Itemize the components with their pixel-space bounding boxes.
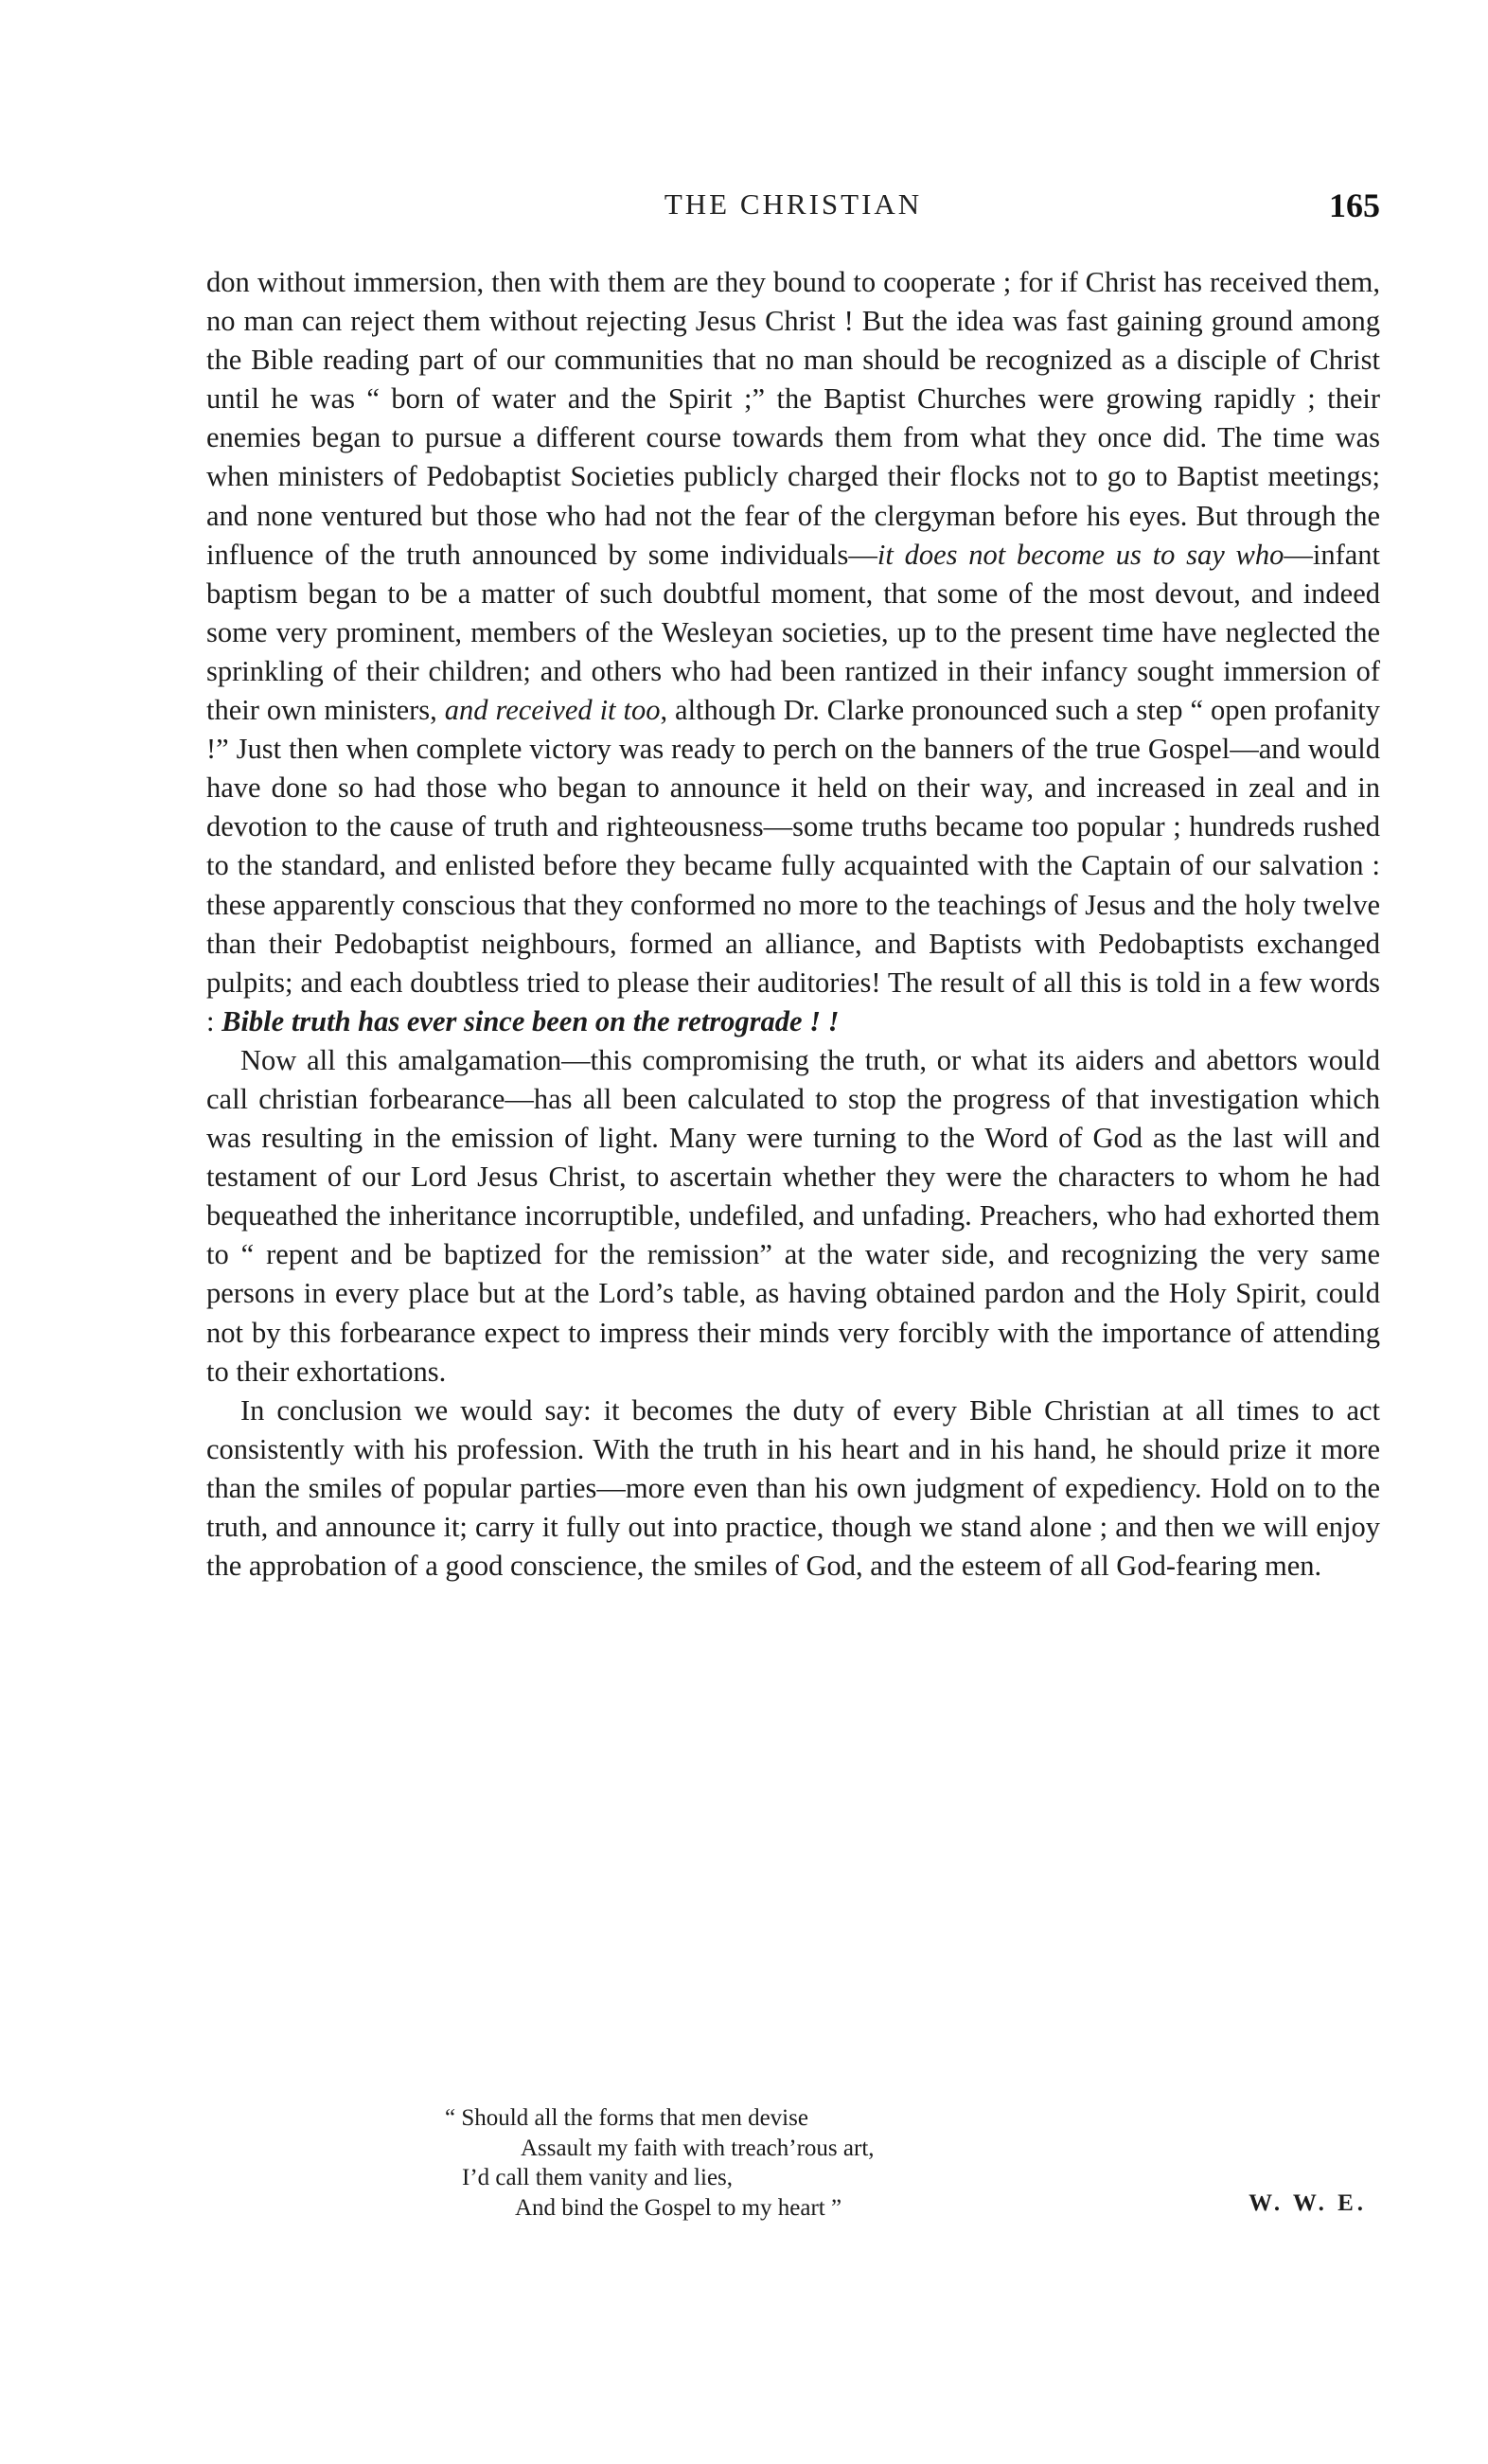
text-run: , although Dr. Clarke pronounced such a step “ open profanity !” Just then when complete victory was ready to perch on the banners of the true Gospel—and would have done so had those who began to announce it held on their way, and increased in zeal and in devotion to the cause of truth and righteousness—some truths became too popular ; hundreds rushed to the standard, and enlisted before they became fully acquainted with the Captain of our salvation : these apparently conscious that they conformed no more to the teachings of Jesus and the holy twelve than their Pedobaptist neighbours, formed an alliance, and Baptists with Pedobaptists exchanged pulpits; and each doubtless tried to please their auditories! The result of all this is told in a few words : — [206, 694, 1380, 1037]
verse-line: I’d call them vanity and lies, — [462, 2165, 734, 2190]
emphasis-text-run: Bible truth has ever since been on the retrograde ! ! — [221, 1004, 840, 1037]
italic-text-run: it does not become us to say who — [877, 538, 1284, 571]
verse-line: “ Should all the forms that men devise — [445, 2105, 808, 2131]
text-run: In conclusion we would say: it becomes the duty of every Bible Christian at all times to act consistently with his profession. With the truth in his heart and in his hand, he should prize it more than the smiles of popular parties—more even than his own judgment of expediency. Hold on to the truth, and announce it; carry it fully out into practice, though we stand alone ; and then we will enjoy the approbation of a good conscience, the smiles of God, and the esteem of all God-fearing men. — [206, 1393, 1380, 1583]
text-run: —infant baptism began to be a matter of such doubtful moment, that some of the most devout, and indeed some very prominent, members of the Wesleyan societies, up to the present time have neglected the sprinkling of their children; and others who had been rantized in their infancy sought immersion of their own ministers, — [206, 538, 1380, 727]
author-signature: W. W. E. — [1249, 2190, 1367, 2216]
text-run: don without immersion, then with them are they bound to cooperate ; for if Christ has received them, no man can reject them without rejecting Jesus Christ ! But the idea was fast gaining ground among the Bible reading part of our communities that no man should be recognized as a disciple of Christ until he was “ born of water and the Spirit ;” the Baptist Churches were growing rapidly ; their enemies began to pursue a different course towards them from what they once did. The time was when ministers of Pedobaptist Societies publicly charged their flocks not to go to Baptist meetings; and none ventured but those who had not the fear of the clergyman before his eyes. But through the influence of the truth announced by some individuals— — [206, 266, 1380, 571]
running-title: THE CHRISTIAN — [664, 187, 923, 221]
paragraph — [206, 263, 1380, 1041]
verse-line: And bind the Gospel to my heart ” — [515, 2194, 842, 2221]
paragraph — [206, 1392, 1380, 1586]
closing-verse — [445, 2103, 1354, 2223]
paragraph — [206, 1041, 1380, 1392]
text-run: Now all this amalgamation—this compromising the truth, or what its aiders and abettors would call christian forbearance—has all been calculated to stop the progress of that investigation which was resulting in the emission of light. Many were turning to the Word of God as the last will and testament of our Lord Jesus Christ, to ascertain whether they were the characters to whom he had bequeathed the inheritance incorruptible, undefiled, and unfading. Preachers, who had exhorted them to “ repent and be baptized for the remission” at the water side, and recognizing the very same persons in every place but at the Lord’s table, as having obtained pardon and the Holy Spirit, could not by this forbearance expect to impress their minds very forcibly with the importance of attending to their exhortations. — [206, 1043, 1380, 1388]
page-number: 165 — [1329, 186, 1380, 224]
italic-text-run: and received it too — [444, 694, 661, 727]
article-body — [206, 263, 1380, 1586]
verse-line: Assault my faith with treach’rous art, — [521, 2135, 875, 2161]
running-head — [206, 187, 1380, 225]
